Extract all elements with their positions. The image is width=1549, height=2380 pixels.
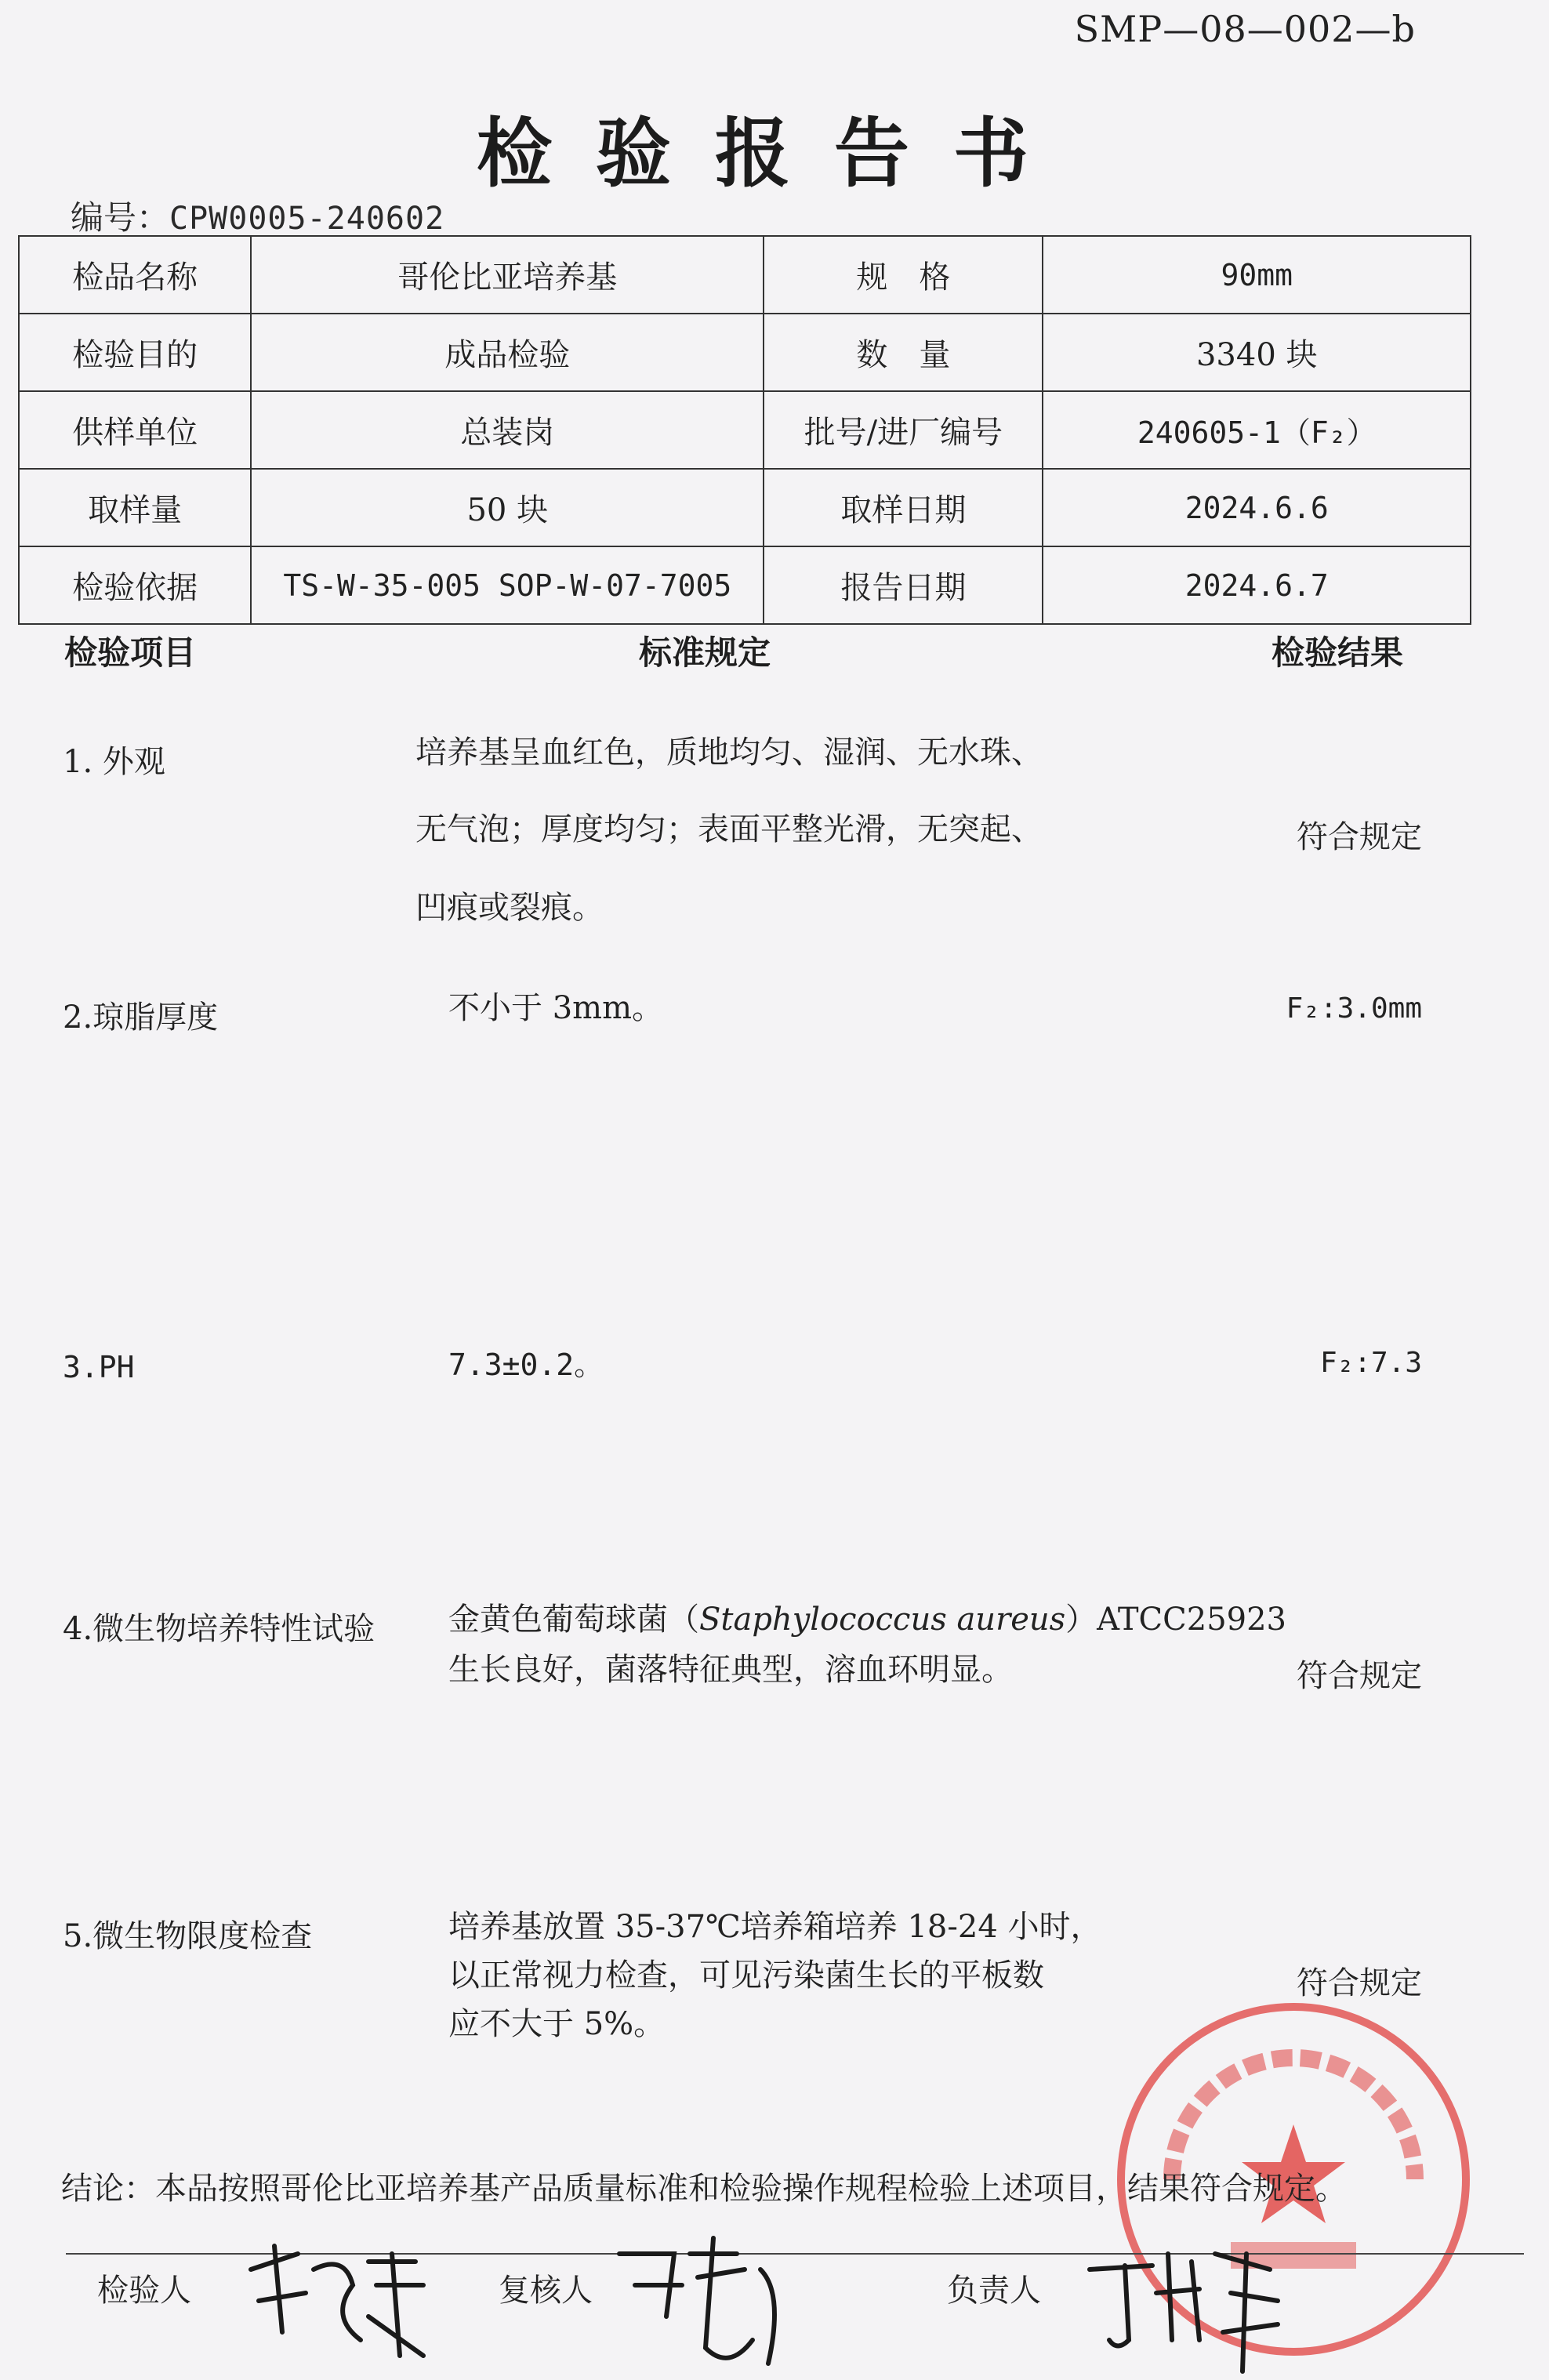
- standard-line: 培养基放置 35-37℃培养箱培养 18-24 小时，: [448, 1909, 1102, 1945]
- item-result: 符合规定: [1297, 1658, 1422, 1694]
- table-row: [19, 546, 1471, 624]
- table-row: [19, 236, 1471, 314]
- standard-line: 不小于 3mm。: [448, 990, 664, 1026]
- standard-line: 7.3±0.2。: [448, 1348, 604, 1382]
- responsible-signature: [1082, 2222, 1286, 2379]
- document-code: SMP—08—002—b: [1074, 8, 1416, 50]
- standard-line: 无气泡；厚度均匀；表面平整光滑，无突起、: [415, 811, 1043, 847]
- table-cell: 50 块: [251, 469, 764, 546]
- standard-line: [448, 1602, 1286, 1638]
- table-cell: TS-W-35-005 SOP-W-07-7005: [251, 546, 764, 624]
- table-cell: 报告日期: [764, 546, 1043, 624]
- reviewer-label: 复核人: [499, 2273, 593, 2309]
- table-row: [19, 469, 1471, 546]
- inspector-signature: [235, 2222, 439, 2379]
- table-cell: 批号/进厂编号: [764, 391, 1043, 469]
- table-cell: 哥伦比亚培养基: [251, 236, 764, 314]
- table-cell: 2024.6.6: [1043, 469, 1471, 546]
- standard-line: 应不大于 5%。: [448, 2006, 666, 2042]
- reviewer-signature: [604, 2222, 807, 2379]
- species-name: Staphylococcus aureus: [699, 1602, 1066, 1638]
- standard-line: 培养基呈血红色，质地均匀、湿润、无水珠、: [415, 735, 1043, 771]
- header-standard: 标准规定: [639, 633, 771, 672]
- standard-line: 生长良好，菌落特征典型，溶血环明显。: [448, 1652, 1013, 1688]
- standard-line: 以正常视力检查，可见污染菌生长的平板数: [448, 1957, 1044, 1994]
- inspector-label: 检验人: [97, 2273, 191, 2309]
- responsible-label: 负责人: [947, 2273, 1041, 2309]
- item-label: 5.微生物限度检查: [63, 1918, 313, 1954]
- table-cell: 240605-1（F₂）: [1043, 391, 1471, 469]
- table-cell: 3340 块: [1043, 314, 1471, 391]
- table-cell: 取样日期: [764, 469, 1043, 546]
- standard-text: ）ATCC25923: [1065, 1602, 1286, 1638]
- table-cell: 检验依据: [19, 546, 251, 624]
- table-row: [19, 314, 1471, 391]
- table-cell: 取样量: [19, 469, 251, 546]
- table-cell: 成品检验: [251, 314, 764, 391]
- item-label: 1. 外观: [63, 744, 165, 780]
- item-label: 2.琼脂厚度: [63, 1000, 219, 1036]
- table-cell: 检验目的: [19, 314, 251, 391]
- table-cell: 2024.6.7: [1043, 546, 1471, 624]
- item-result: 符合规定: [1297, 1965, 1422, 2001]
- item-label: 3.PH: [63, 1350, 135, 1384]
- item-result: F₂:7.3: [1319, 1347, 1422, 1379]
- table-cell: 供样单位: [19, 391, 251, 469]
- header-item: 检验项目: [64, 633, 197, 672]
- info-table: [18, 235, 1471, 625]
- standard-line: 凹痕或裂痕。: [415, 890, 604, 926]
- conclusion: 结论：本品按照哥伦比亚培养基产品质量标准和检验操作规程检验上述项目，结果符合规定。: [61, 2171, 1347, 2207]
- table-cell: 数 量: [764, 314, 1043, 391]
- standard-text: 金黄色葡萄球菌（: [448, 1602, 699, 1638]
- table-cell: 90mm: [1043, 236, 1471, 314]
- serial-label: 编号：: [71, 198, 170, 237]
- table-cell: 总装岗: [251, 391, 764, 469]
- item-result: 符合规定: [1297, 819, 1422, 855]
- table-row: [19, 391, 1471, 469]
- item-result: F₂:3.0mm: [1286, 992, 1422, 1025]
- page-title: 检验报告书: [477, 109, 1072, 198]
- table-cell: 检品名称: [19, 236, 251, 314]
- serial-number: [71, 192, 444, 239]
- serial-value: CPW0005-240602: [169, 201, 445, 237]
- header-result: 检验结果: [1271, 633, 1404, 672]
- table-cell: 规 格: [764, 236, 1043, 314]
- item-label: 4.微生物培养特性试验: [63, 1611, 375, 1647]
